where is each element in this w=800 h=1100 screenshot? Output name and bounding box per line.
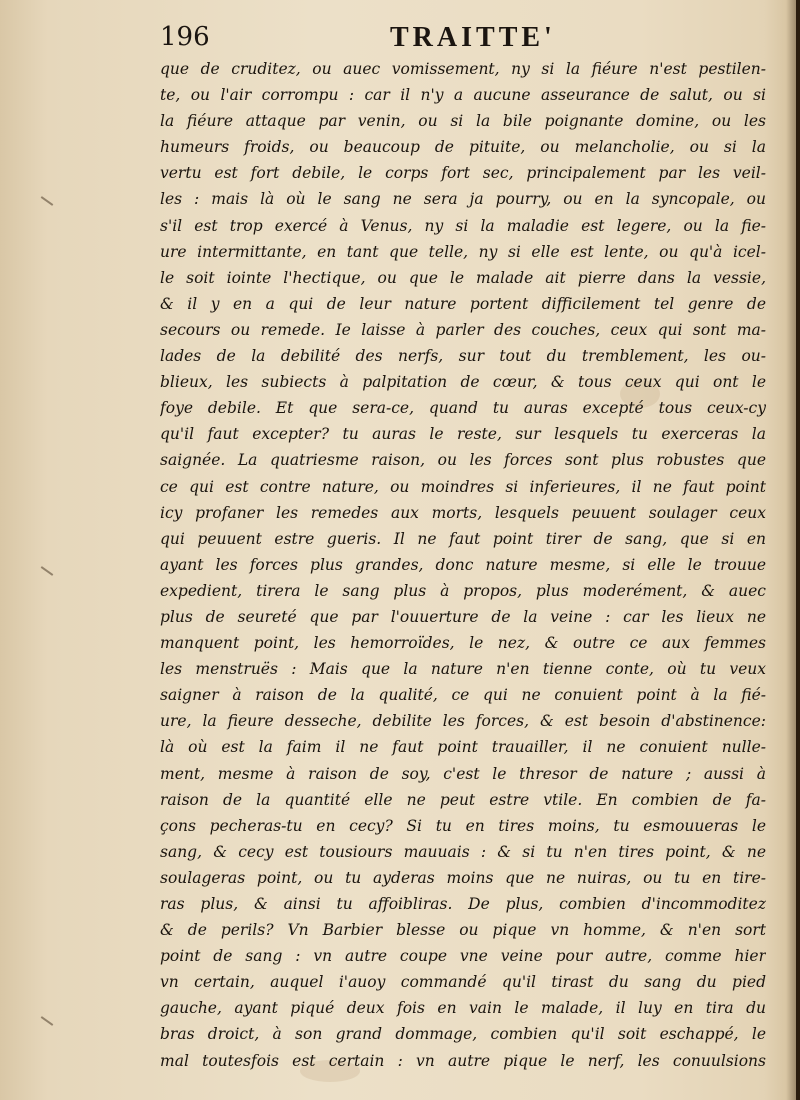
text-line: saignée. La quatriesme raison, ou les forces sont plus robustes que	[160, 451, 766, 470]
page-edge-shadow	[786, 0, 796, 1100]
text-line: icy profaner les remedes aux morts, lesquels peuuent soulager ceux	[160, 503, 766, 522]
text-line: lades de la debilité des nerfs, sur tout du tremblement, les ou-	[160, 347, 766, 366]
text-line: raison de la quantité elle ne peut estre vtile. En combien de fa-	[160, 790, 766, 809]
text-line: manquent point, les hemorroïdes, le nez, & outre ce aux femmes	[160, 634, 766, 653]
text-line: qui peuuent estre gueris. Il ne faut point tirer de sang, que si en	[160, 529, 766, 548]
text-line: saigner à raison de la qualité, ce qui ne conuient point à la fié-	[160, 686, 766, 705]
text-line: ment, mesme à raison de soy, c'est le thresor de nature ; aussi à	[160, 764, 766, 783]
text-line: les menstruës : Mais que la nature n'en tienne conte, où tu veux	[160, 660, 766, 679]
text-line: gauche, ayant piqué deux fois en vain le malade, il luy en tira du	[160, 999, 766, 1018]
text-line: le soit iointe l'hectique, ou que le malade ait pierre dans la vessie,	[160, 268, 766, 287]
text-line: ras plus, & ainsi tu affoibliras. De plus, combien d'incommoditez	[160, 895, 766, 913]
text-line: sang, & cecy est tousiours mauuais : & si tu n'en tires point, & ne	[160, 842, 766, 861]
text-line: humeurs froids, ou beaucoup de pituite, ou melancholie, ou si la	[160, 138, 766, 157]
text-line: s'il est trop exercé à Venus, ny si la maladie est legere, ou la fie-	[160, 216, 766, 235]
text-line: bras droict, à son grand dommage, combien qu'il soit eschappé, le	[160, 1025, 766, 1044]
text-line: vertu est fort debile, le corps fort sec, principalement par les veil-	[160, 164, 766, 183]
text-line: expedient, tirera le sang plus à propos, plus moderément, & auec	[160, 581, 766, 600]
text-line: la fiéure attaque par venin, ou si la bile poignante domine, ou les	[160, 112, 766, 131]
text-line: ce qui est contre nature, ou moindres si inferieures, il ne faut point	[160, 477, 766, 496]
text-line: foye debile. Et que sera-ce, quand tu auras excepté tous ceux-cy	[160, 399, 766, 418]
text-line: mal toutesfois est certain : vn autre pique le nerf, les conuulsions	[160, 1051, 766, 1070]
margin-mark	[41, 196, 54, 206]
text-line: ure, la fieure desseche, debilite les forces, & est besoin d'abstinence:	[160, 712, 766, 731]
page-number: 196	[160, 22, 210, 52]
margin-mark	[41, 1016, 54, 1026]
text-line: çons pecheras-tu en cecy? Si tu en tires moins, tu esmouueras le	[160, 816, 766, 835]
running-title: TRAITTE'	[390, 22, 556, 53]
text-line: là où est la faim il ne faut point trauailler, il ne conuient nulle-	[160, 738, 766, 757]
text-line: te, ou l'air corrompu : car il n'y a aucune asseurance de salut, ou si	[160, 86, 766, 105]
text-line: que de cruditez, ou auec vomissement, ny si la fiéure n'est pestilen-	[160, 60, 766, 78]
body-text	[160, 56, 766, 1074]
text-line: point de sang : vn autre coupe vne veine pour autre, comme hier	[160, 947, 766, 966]
text-line: soulageras point, ou tu ayderas moins que ne nuiras, ou tu en tire-	[160, 868, 766, 887]
text-line: ayant les forces plus grandes, donc nature mesme, si elle le trouue	[160, 555, 766, 574]
text-line: blieux, les subiects à palpitation de cœur, & tous ceux qui ont le	[160, 373, 766, 392]
text-line: vn certain, auquel i'auoy commandé qu'il tirast du sang du pied	[160, 973, 766, 992]
margin-mark	[41, 566, 54, 576]
text-line: secours ou remede. Ie laisse à parler des couches, ceux qui sont ma-	[160, 320, 766, 339]
text-line: ure intermittante, en tant que telle, ny si elle est lente, ou qu'à icel-	[160, 242, 766, 261]
text-line: qu'il faut excepter? tu auras le reste, sur lesquels tu exerceras la	[160, 425, 766, 444]
running-head	[160, 20, 780, 56]
text-line: & il y en a qui de leur nature portent difficilement tel genre de	[160, 294, 766, 313]
text-line: & de perils? Vn Barbier blesse ou pique vn homme, & n'en sort	[160, 921, 766, 940]
text-line: les : mais là où le sang ne sera ja pourry, ou en la syncopale, ou	[160, 190, 766, 209]
text-line: plus de seureté que par l'ouuerture de la veine : car les lieux ne	[160, 607, 766, 626]
